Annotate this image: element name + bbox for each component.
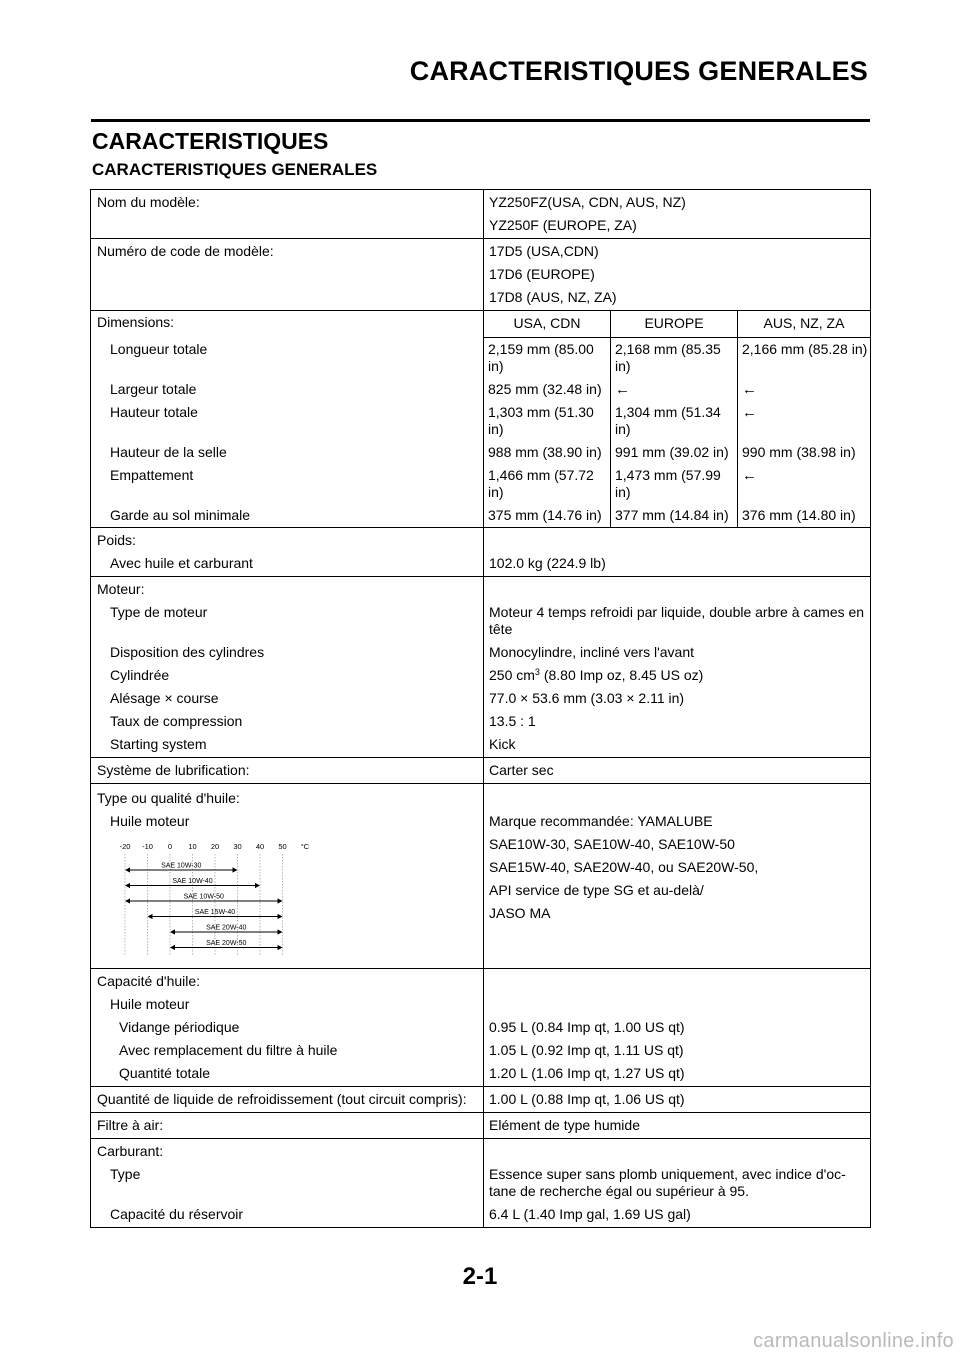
- grade-range-arrow-right: [278, 914, 283, 919]
- dimensions-column-header: EUROPE: [611, 311, 738, 338]
- same-as-left-arrow: ←: [742, 381, 757, 398]
- spec-group-weight: [91, 528, 870, 577]
- spec-label: Capacité d'huile:: [97, 973, 201, 989]
- spec-value: 1.00 L (0.88 Imp qt, 1.06 US qt): [489, 1091, 685, 1107]
- grade-label: SAE 10W-40: [172, 878, 213, 885]
- spec-label: Système de lubrification:: [97, 762, 250, 778]
- spec-label: Empattement: [91, 464, 484, 504]
- spec-value: 17D8 (AUS, NZ, ZA): [489, 289, 617, 305]
- spec-value: Elément de type humide: [489, 1117, 640, 1133]
- same-as-left-arrow: ←: [742, 404, 757, 421]
- spec-value: SAE15W-40, SAE20W-40, ou SAE20W-50,: [489, 859, 759, 875]
- dimensions-row: [91, 378, 870, 401]
- temp-tick-label: -20: [119, 842, 131, 851]
- grade-range-arrow-left: [125, 883, 130, 888]
- temp-tick-label: 10: [188, 842, 197, 851]
- spec-value-displacement: 250 $cm^3$ (8.80 Imp oz, 8.45 US oz): [489, 667, 704, 683]
- spec-value: 1,473 mm (57.99 in): [611, 464, 738, 504]
- temp-tick-label: 0: [167, 842, 173, 851]
- page-header-title: CARACTERISTIQUES GENERALES: [409, 56, 868, 86]
- spec-label: Poids:: [97, 532, 136, 548]
- spec-value: Marque recommandée: YAMALUBE: [489, 813, 713, 829]
- spec-label: Type: [110, 1166, 141, 1182]
- temp-tick-label: 20: [210, 842, 220, 851]
- spec-label: Huile moteur: [110, 813, 190, 829]
- grade-label: SAE 20W-40: [206, 924, 247, 932]
- spec-label: Starting system: [110, 736, 207, 752]
- page-number: 2-1: [462, 1263, 498, 1290]
- spec-value: 17D5 (USA,CDN): [489, 243, 599, 259]
- spec-value: 991 mm (39.02 in): [611, 441, 738, 464]
- spec-label: Dimensions:: [91, 311, 484, 338]
- spec-label: Cylindrée: [110, 667, 170, 683]
- spec-value: 1.05 L (0.92 Imp qt, 1.11 US qt): [489, 1042, 684, 1058]
- grade-range-arrow-right: [255, 883, 260, 888]
- spec-value: YZ250F (EUROPE, ZA): [489, 217, 637, 233]
- spec-label: Carburant:: [97, 1143, 164, 1159]
- spec-value: SAE10W-30, SAE10W-40, SAE10W-50: [489, 836, 735, 852]
- temp-tick-label: 30: [233, 842, 242, 851]
- spec-value: JASO MA: [489, 905, 551, 921]
- temp-tick-label: °C: [300, 842, 310, 851]
- spec-value: 377 mm (14.84 in): [611, 504, 738, 527]
- grade-range-arrow-left: [148, 914, 153, 919]
- spec-group-dimensions: [91, 311, 870, 528]
- header-rule: [91, 119, 870, 122]
- spec-label: Avec remplacement du filtre à huile: [119, 1042, 338, 1058]
- spec-label: Largeur totale: [91, 378, 484, 401]
- spec-table: [90, 189, 871, 1228]
- spec-label: Alésage × course: [110, 690, 219, 706]
- spec-value: 17D6 (EUROPE): [489, 266, 595, 282]
- spec-group-oil-type: [91, 784, 870, 969]
- subsection-title: CARACTERISTIQUES GENERALES: [92, 160, 378, 179]
- grade-range-arrow-left: [170, 945, 175, 950]
- spec-value: Monocylindre, incliné vers l'avant: [489, 644, 694, 660]
- temp-tick-label: -10: [142, 842, 153, 851]
- spec-value: 1,466 mm (57.72 in): [484, 464, 611, 504]
- grade-label: SAE 10W-30: [161, 862, 202, 870]
- spec-group-coolant: [91, 1087, 870, 1113]
- spec-value: 13.5 : 1: [489, 713, 536, 729]
- spec-value: 77.0 × 53.6 mm (3.03 × 2.11 in): [489, 690, 685, 706]
- temp-tick-label: 40: [255, 842, 265, 851]
- grade-range-arrow-right: [233, 867, 238, 872]
- dimensions-column-header: AUS, NZ, ZA: [738, 311, 870, 338]
- spec-value: 375 mm (14.76 in): [484, 504, 611, 527]
- spec-value: Carter sec: [489, 762, 554, 778]
- dimensions-row: [91, 401, 870, 441]
- spec-value: 1,303 mm (51.30 in): [484, 401, 611, 441]
- grade-label: SAE 20W-50: [206, 940, 247, 947]
- spec-label: Hauteur de la selle: [91, 441, 484, 464]
- spec-value: YZ250FZ(USA, CDN, AUS, NZ): [489, 194, 686, 210]
- spec-label: Moteur:: [97, 581, 145, 597]
- spec-label: Taux de compression: [110, 713, 243, 729]
- same-as-left-arrow: ←: [611, 378, 738, 401]
- spec-value: 0.95 L (0.84 Imp qt, 1.00 US qt): [489, 1019, 685, 1035]
- dimensions-column-header: USA, CDN: [484, 311, 611, 338]
- grade-range-arrow-left: [125, 898, 130, 903]
- spec-label: Longueur totale: [91, 338, 484, 378]
- spec-value: 2,159 mm (85.00 in): [484, 338, 611, 378]
- spec-value: 1.20 L (1.06 Imp qt, 1.27 US qt): [489, 1065, 685, 1081]
- grade-label: SAE 10W-50: [183, 893, 224, 901]
- spec-value: 825 mm (32.48 in): [484, 378, 611, 401]
- spec-group-engine: [91, 577, 870, 758]
- spec-value: 6.4 L (1.40 Imp gal, 1.69 US gal): [489, 1206, 691, 1222]
- temp-tick-label: 50: [278, 842, 287, 851]
- spec-value: 2,168 mm (85.35 in): [611, 338, 738, 378]
- spec-value: 990 mm (38.98 in): [742, 444, 856, 460]
- grade-range-arrow-left: [170, 929, 175, 934]
- section-title: CARACTERISTIQUES: [92, 128, 329, 154]
- spec-value: Essence super sans plomb uniquement, avec indice d'oc-tane de recherche égal ou supérieur à 95.: [489, 1166, 846, 1199]
- watermark: carmanualsonline.info: [753, 1330, 954, 1352]
- spec-label: Disposition des cylindres: [110, 644, 265, 660]
- spec-label: Hauteur totale: [91, 401, 484, 441]
- spec-label: Garde au sol minimale: [91, 504, 484, 527]
- spec-value: 988 mm (38.90 in): [484, 441, 611, 464]
- same-as-left-arrow: ←: [742, 467, 757, 484]
- dimensions-row: [91, 338, 870, 378]
- grade-label: SAE 15W-40: [194, 909, 236, 916]
- spec-group-lubrication: [91, 758, 870, 784]
- spec-value: Kick: [489, 736, 516, 752]
- spec-value: 2,166 mm (85.28 in): [742, 341, 868, 357]
- grade-range-arrow-left: [125, 867, 130, 872]
- spec-label: Quantité totale: [119, 1065, 211, 1081]
- spec-value: 102.0 kg (224.9 lb): [489, 555, 606, 571]
- grade-range-arrow-right: [278, 929, 283, 934]
- dimensions-row: [91, 464, 870, 504]
- spec-group-air-filter: [91, 1113, 870, 1139]
- spec-label: Capacité du réservoir: [110, 1206, 244, 1222]
- spec-group-oil-capacity: [91, 969, 870, 1087]
- spec-label: Filtre à air:: [97, 1117, 164, 1133]
- spec-label: Quantité de liquide de refroidissement (tout circuit compris):: [97, 1091, 467, 1107]
- spec-value: API service de type SG et au-delà/: [489, 882, 704, 898]
- spec-value: Moteur 4 temps refroidi par liquide, double arbre à cames en tête: [489, 604, 865, 637]
- spec-label: Avec huile et carburant: [110, 555, 253, 571]
- dimensions-row: [91, 504, 870, 527]
- grade-range-arrow-right: [278, 945, 283, 950]
- spec-group-fuel: [91, 1139, 870, 1227]
- oil-viscosity-chart: [113, 840, 313, 958]
- spec-label: Type ou qualité d'huile:: [97, 790, 240, 806]
- spec-label: Type de moteur: [110, 604, 208, 620]
- spec-value: 376 mm (14.80 in): [742, 507, 856, 523]
- spec-group-model-name: [91, 190, 870, 239]
- spec-label: Vidange périodique: [119, 1019, 240, 1035]
- spec-label: Numéro de code de modèle:: [97, 243, 274, 259]
- grade-range-arrow-right: [278, 898, 283, 903]
- spec-label: Huile moteur: [110, 996, 190, 1012]
- dimensions-row: [91, 441, 870, 464]
- spec-group-model-code: [91, 239, 870, 311]
- spec-value: 1,304 mm (51.34 in): [611, 401, 738, 441]
- spec-label: Nom du modèle:: [97, 194, 200, 210]
